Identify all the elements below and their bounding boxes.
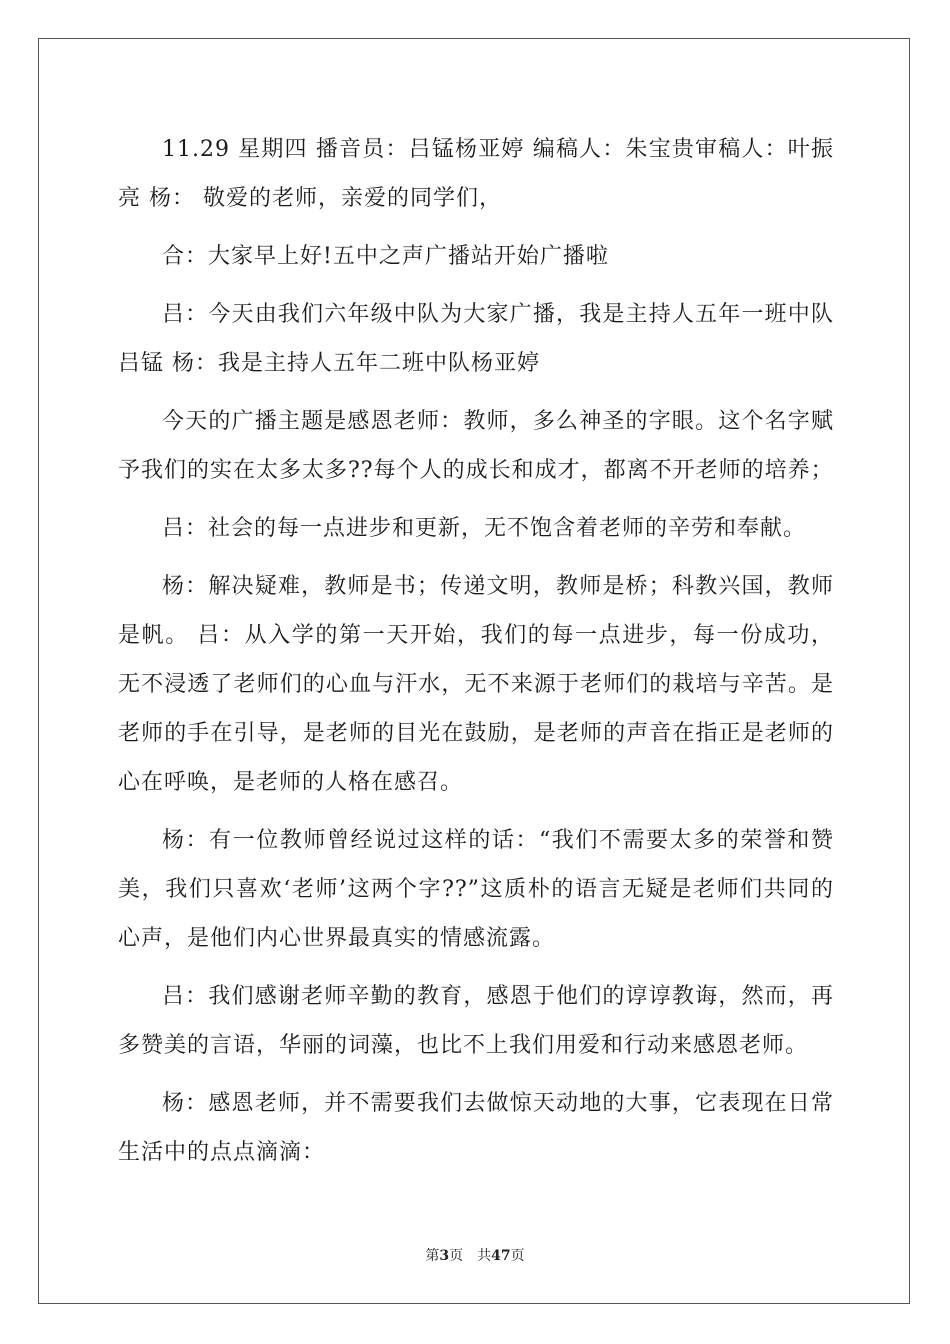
paragraph-8: 吕：我们感谢老师辛勤的教育，感恩于他们的谆谆教诲，然而，再多赞美的言语，华丽的词藻，也比不上我们用爱和行动来感恩老师。 [118,984,834,1058]
page-footer [0,1247,950,1265]
paragraph-4: 今天的广播主题是感恩老师：教师，多么神圣的字眼。这个名字赋予我们的实在太多太多??每个人的成长和成才，都离不开老师的培养； [118,409,834,483]
total-suffix: 页 [510,1248,525,1264]
page-prefix: 第 [425,1248,440,1264]
total-prefix: 共 [477,1248,492,1264]
paragraph-1: 11.29 星期四 播音员：吕锰杨亚婷 编稿人：朱宝贵审稿人：叶振亮 杨： 敬爱的老师，亲爱的同学们， [118,137,834,211]
paragraph-6: 杨：解决疑难，教师是书；传递文明，教师是桥；科教兴国，教师是帆。 吕：从入学的第一天开始，我们的每一点进步，每一份成功，无不浸透了老师们的心血与汗水，无不来源于老师们的栽培与辛苦。是老师的手在引导，是老师的目光在鼓励，是老师的声音在指正是老师的心在呼唤，是老师的人格在感召。 [118,574,834,795]
paragraph-9: 杨：感恩老师，并不需要我们去做惊天动地的大事，它表现在日常生活中的点点滴滴： [118,1091,834,1165]
document-body [118,125,834,1186]
paragraph-5: 吕：社会的每一点进步和更新，无不饱含着老师的辛劳和奉献。 [162,516,807,541]
page-number: 3 [439,1248,450,1264]
paragraph-3: 吕：今天由我们六年级中队为大家广播，我是主持人五年一班中队吕锰 杨：我是主持人五年二班中队杨亚婷 [118,302,834,376]
page-suffix: 页 [449,1248,464,1264]
paragraph-7: 杨：有一位教师曾经说过这样的话：“我们不需要太多的荣誉和赞美，我们只喜欢‘老师’这两个字??”这质朴的语言无疑是老师们共同的心声，是他们内心世界最真实的情感流露。 [118,828,834,951]
total-pages: 47 [491,1248,511,1264]
paragraph-2: 合：大家早上好!五中之声广播站开始广播啦 [162,244,609,269]
